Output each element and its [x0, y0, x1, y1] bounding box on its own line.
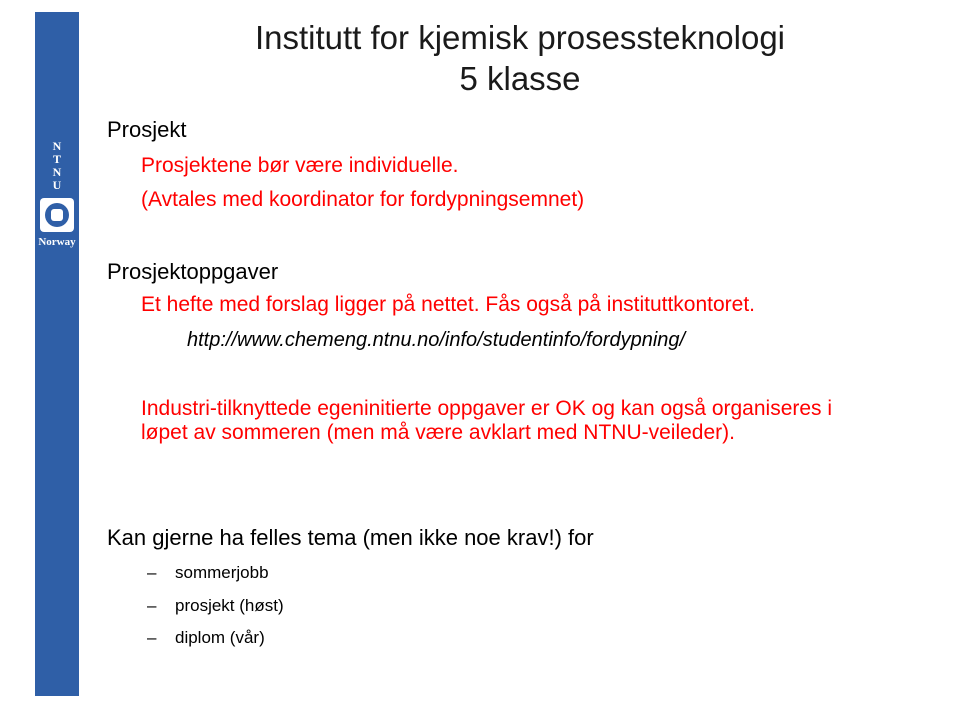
heading-prosjektoppgaver: Prosjektoppgaver — [107, 259, 279, 284]
logo-letter: T — [52, 152, 64, 166]
prosjekt-line-2: (Avtales med koordinator for fordypningsemnet) — [141, 188, 585, 211]
logo-letter: U — [52, 178, 65, 192]
dash-bullet: – — [147, 563, 157, 582]
list-item-label: diplom (vår) — [175, 628, 265, 647]
logo-letter: N — [52, 165, 65, 179]
industri-paragraph: Industri-tilknyttede egeninitierte oppgaver er OK og kan også organiseres i løpet av sommeren (men må være avklart med NTNU-veileder). — [141, 397, 833, 444]
list-item — [147, 562, 269, 584]
heading-felles-tema: Kan gjerne ha felles tema (men ikke noe krav!) for — [107, 525, 594, 550]
prosjekt-line-1: Prosjektene bør være individuelle. — [141, 154, 459, 177]
list-item — [147, 595, 284, 617]
list-item-label: sommerjobb — [175, 563, 269, 582]
logo-letter: N — [52, 139, 65, 153]
dash-bullet: – — [147, 596, 157, 615]
slide-title-line-1: Institutt for kjemisk prosessteknologi — [254, 19, 786, 56]
heading-prosjekt: Prosjekt — [107, 117, 187, 142]
list-item — [147, 627, 265, 649]
dash-bullet: – — [147, 628, 157, 647]
list-item-label: prosjekt (høst) — [175, 596, 284, 615]
logo-subtitle: Norway — [38, 236, 76, 248]
slide-title-line-2: 5 klasse — [459, 60, 581, 97]
oppgaver-line-1: Et hefte med forslag ligger på nettet. Fås også på instituttkontoret. — [141, 293, 756, 316]
fordypning-link[interactable]: http://www.chemeng.ntnu.no/info/studentinfo/fordypning/ — [187, 329, 686, 351]
